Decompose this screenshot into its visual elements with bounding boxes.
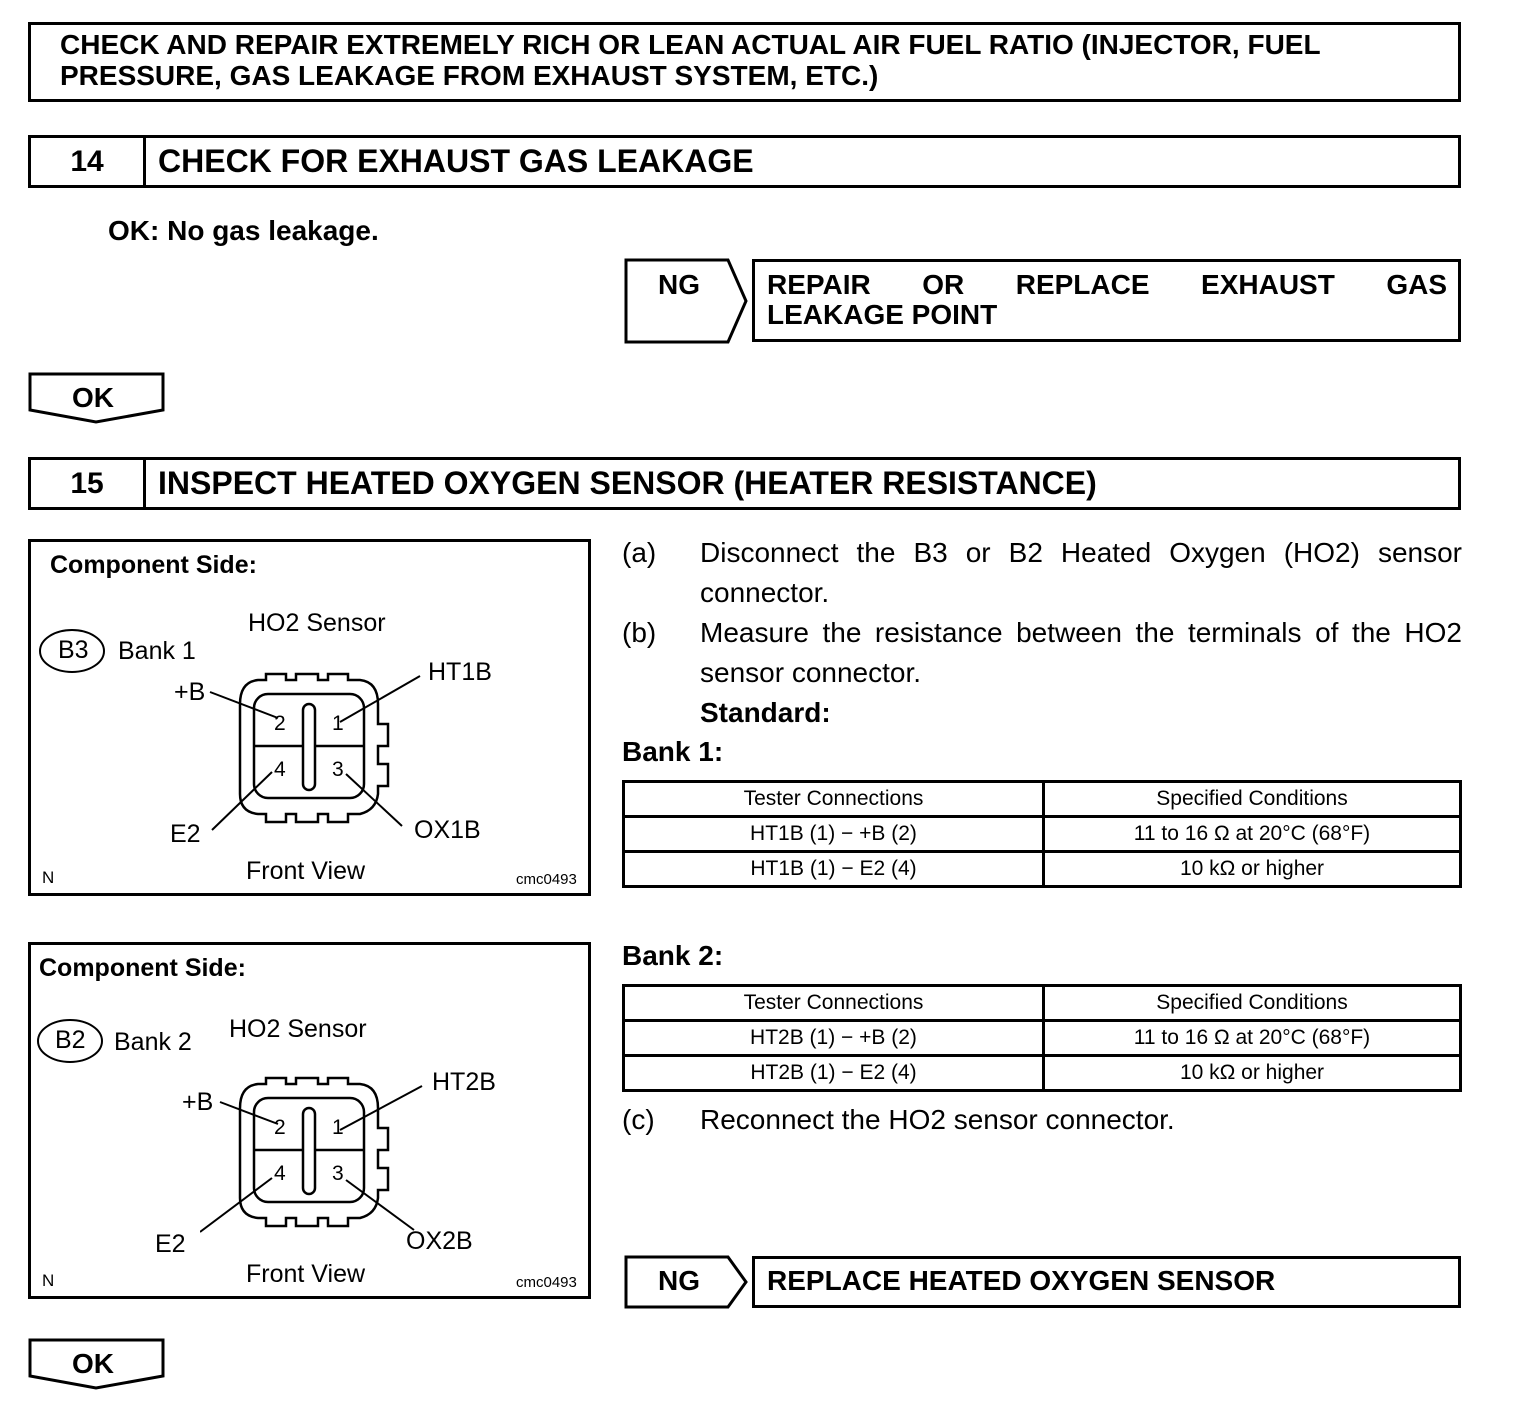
table-row <box>624 852 1461 887</box>
figure-bank2-pin-2: 2 <box>274 1116 286 1139</box>
step-14-ng-action-line2: LEAKAGE POINT <box>767 299 998 330</box>
figure-bank2-label-plus-b: +B <box>182 1088 214 1116</box>
step-15-ng-label: NG <box>658 1265 700 1296</box>
step-14-header <box>28 135 1461 188</box>
figure-bank1-heading: Component Side: <box>50 551 257 579</box>
figure-bank2-connector-drawing <box>200 1068 430 1248</box>
figure-bank1-label-ox: OX1B <box>414 816 481 844</box>
figure-bank2-pin-4: 4 <box>274 1162 286 1185</box>
step-15-header <box>28 457 1461 510</box>
figure-bank1-pin-3: 3 <box>332 758 344 781</box>
bank1-row1-spec: 11 to 16 Ω at 20°C (68°F) <box>1044 817 1461 852</box>
procedure-b-label: (b) <box>622 617 657 648</box>
bank1-label: Bank 1: <box>622 736 724 767</box>
figure-bank1-pin-2: 2 <box>274 712 286 735</box>
bank1-row1-tester: HT1B (1) − +B (2) <box>624 817 1044 852</box>
figure-bank2-heading: Component Side: <box>39 954 246 982</box>
figure-bank2-view: Front View <box>246 1260 366 1288</box>
figure-bank2-label-e2: E2 <box>155 1230 186 1258</box>
procedure-a-label: (a) <box>622 537 657 568</box>
step-14-title: CHECK FOR EXHAUST GAS LEAKAGE <box>158 143 754 179</box>
procedure-standard: Standard: <box>700 697 831 728</box>
procedure-b-line1: Measure the resistance between the terminals of the HO2 <box>700 617 1462 648</box>
step-15-ok-label: OK <box>72 1348 114 1379</box>
figure-bank1-connector-drawing <box>200 664 430 844</box>
figure-bank2-pin-3: 3 <box>332 1162 344 1185</box>
procedure-a-line2: connector. <box>700 577 830 608</box>
bank2-row1-tester: HT2B (1) − +B (2) <box>624 1021 1044 1056</box>
figure-bank1-corner: N <box>42 868 55 887</box>
bank1-header-tester: Tester Connections <box>624 782 1044 817</box>
step-14-ok-label: OK <box>72 382 114 413</box>
procedure-c-text: Reconnect the HO2 sensor connector. <box>700 1104 1175 1135</box>
step-14-ng-label: NG <box>658 269 700 300</box>
figure-bank1-label-ht: HT1B <box>428 658 492 686</box>
figure-bank1-code: cmc0493 <box>516 871 577 888</box>
procedure-a <box>622 533 1464 613</box>
bank2-row2-tester: HT2B (1) − E2 (4) <box>624 1056 1044 1091</box>
bank1-header-spec: Specified Conditions <box>1044 782 1461 817</box>
figure-bank1-label-e2: E2 <box>170 820 201 848</box>
figure-bank2-pin-1: 1 <box>332 1116 344 1139</box>
figure-bank1-pin-4: 4 <box>274 758 286 781</box>
procedure-c <box>622 1100 1464 1140</box>
table-row <box>624 986 1461 1021</box>
bank2-row1-spec: 11 to 16 Ω at 20°C (68°F) <box>1044 1021 1461 1056</box>
table-row <box>624 1021 1461 1056</box>
table-row <box>624 782 1461 817</box>
bank1-row2-spec: 10 kΩ or higher <box>1044 852 1461 887</box>
procedure-b <box>622 613 1464 733</box>
figure-bank2-bank: Bank 2 <box>114 1028 192 1056</box>
figure-bank2-corner: N <box>42 1271 55 1290</box>
figure-bank2-sensor: HO2 Sensor <box>229 1015 367 1043</box>
figure-bank1-connector-code: B3 <box>58 636 89 664</box>
figure-bank1-label-plus-b: +B <box>174 678 206 706</box>
figure-bank1-sensor: HO2 Sensor <box>248 609 386 637</box>
procedure-b-line2: sensor connector. <box>700 657 922 688</box>
figure-bank1-pin-1: 1 <box>332 712 344 735</box>
bank2-label: Bank 2: <box>622 940 724 971</box>
figure-bank2-label-ox: OX2B <box>406 1227 473 1255</box>
figure-bank2-connector-code: B2 <box>55 1026 86 1054</box>
table-row <box>624 817 1461 852</box>
step-14-ng-action-line1: REPAIR OR REPLACE EXHAUST GAS <box>767 269 1447 300</box>
bank2-header-tester: Tester Connections <box>624 986 1044 1021</box>
procedure-a-line1: Disconnect the B3 or B2 Heated Oxygen (HO2) sensor <box>700 537 1462 568</box>
step-14-ok-statement: OK: No gas leakage. <box>108 215 379 246</box>
procedure-c-label: (c) <box>622 1104 655 1135</box>
step-15-title: INSPECT HEATED OXYGEN SENSOR (HEATER RESISTANCE) <box>158 465 1097 501</box>
figure-bank2-code: cmc0493 <box>516 1274 577 1291</box>
top-instruction-line2: PRESSURE, GAS LEAKAGE FROM EXHAUST SYSTEM, ETC.) <box>60 60 879 91</box>
bank2-header-spec: Specified Conditions <box>1044 986 1461 1021</box>
figure-bank1-bank: Bank 1 <box>118 637 196 665</box>
bank1-spec-table <box>622 780 1462 888</box>
figure-bank2-label-ht: HT2B <box>432 1068 496 1096</box>
figure-bank1-view: Front View <box>246 857 366 885</box>
step-15-ng-action: REPLACE HEATED OXYGEN SENSOR <box>767 1265 1276 1296</box>
bank2-spec-table <box>622 984 1462 1092</box>
bank2-row2-spec: 10 kΩ or higher <box>1044 1056 1461 1091</box>
table-row <box>624 1056 1461 1091</box>
step-15-number: 15 <box>31 460 146 507</box>
bank1-row2-tester: HT1B (1) − E2 (4) <box>624 852 1044 887</box>
top-instruction-line1: CHECK AND REPAIR EXTREMELY RICH OR LEAN ACTUAL AIR FUEL RATIO (INJECTOR, FUEL <box>60 29 1321 60</box>
step-14-number: 14 <box>31 138 146 185</box>
